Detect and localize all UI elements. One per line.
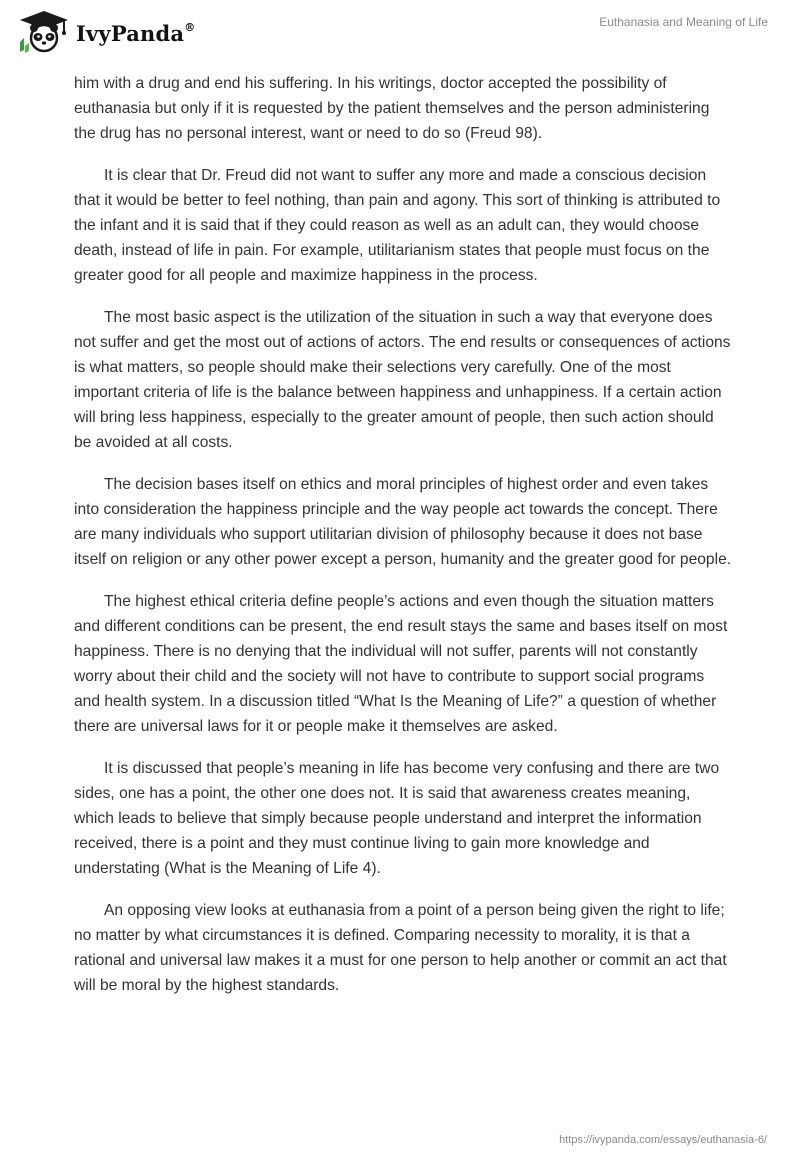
paragraph: The decision bases itself on ethics and moral principles of highest order and even takes into consideration the happiness principle and the way people act towards the concept. There are many individuals who support utilitarian division of philosophy because it does not base itself on religion or any other power except a person, humanity and the greater good for people. xyxy=(74,476,732,568)
logo-text: IvyPanda® xyxy=(76,20,196,46)
document-title: Euthanasia and Meaning of Life xyxy=(599,15,768,29)
page-header xyxy=(0,0,800,70)
paragraph: It is clear that Dr. Freud did not want to suffer any more and made a conscious decision that it would be better to feel nothing, than pain and agony. This sort of thinking is attributed to the infant and it is said that if they could reason as well as an adult can, they would choose death, instead of life in pain. For example, utilitarianism states that people must focus on the greater good for all people and maximize happiness in the process. xyxy=(74,167,721,284)
paragraph: him with a drug and end his suffering. In his writings, doctor accepted the possibility of euthanasia but only if it is requested by the patient themselves and the person administering the drug has no personal interest, want or need to do so (Freud 98). xyxy=(74,75,710,142)
paragraph: The highest ethical criteria define people’s actions and even though the situation matters and different conditions can be present, the end result stays the same and bases itself on most happiness. There is no denying that the individual will not suffer, parents will not constantly worry about their child and the society will not have to contribute to support social programs and health system. In a discussion titled “What Is the Meaning of Life?” a question of whether there are universal laws for it or people make it themselves are asked. xyxy=(74,593,728,735)
essay-body xyxy=(74,71,734,1015)
source-url-link[interactable]: https://ivypanda.com/essays/euthanasia-6/ xyxy=(559,1134,767,1146)
ivypanda-logo[interactable] xyxy=(14,8,195,54)
registered-mark: ® xyxy=(184,20,196,34)
paragraph: An opposing view looks at euthanasia from a point of a person being given the right to life; no matter by what circumstances it is defined. Comparing necessity to morality, it is that a rational and universal law makes it a must for one person to help another or commit an act that will be moral by the highest standards. xyxy=(74,902,727,994)
paragraph: The most basic aspect is the utilization of the situation in such a way that everyone does not suffer and get the most out of actions of actors. The end results or consequences of actions is what matters, so people should make their selections very carefully. One of the most important criteria of life is the balance between happiness and unhappiness. If a certain action will bring less happiness, especially to the greater amount of people, then such action should be avoided at all costs. xyxy=(74,309,731,451)
panda-logo-icon xyxy=(14,8,70,54)
paragraph: It is discussed that people’s meaning in life has become very confusing and there are two sides, one has a point, the other one does not. It is said that awareness creates meaning, which leads to believe that simply because people understand and interpret the information received, there is a point and they must continue living to gain more knowledge and understating (What is the Meaning of Life 4). xyxy=(74,760,720,877)
